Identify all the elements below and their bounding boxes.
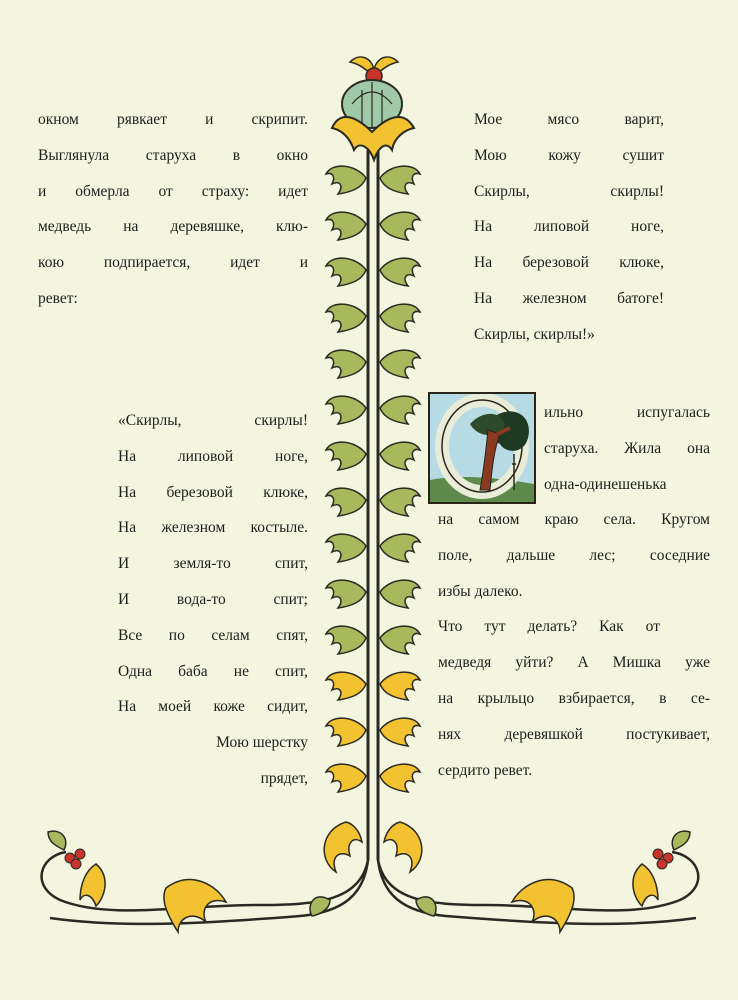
right-verse-block	[474, 102, 664, 353]
verse-line: Одна баба не спит,	[118, 662, 308, 680]
text-line: одна-одинешенька	[544, 475, 667, 493]
stem-leaf	[380, 764, 420, 792]
stem-leaf	[326, 534, 366, 562]
stem-leaf	[380, 580, 420, 608]
stem-leaves	[326, 166, 420, 792]
stem-leaf	[380, 718, 420, 746]
verse-line: прядет,	[260, 769, 308, 787]
stem-leaf	[326, 350, 366, 378]
text-line: Что тут делать? Как от	[438, 618, 660, 636]
stem-leaf	[326, 212, 366, 240]
text-line: сердито ревет.	[438, 761, 533, 779]
verse-line: На моей коже сидит,	[118, 698, 308, 716]
text-line: окном рявкает и скрипит.	[38, 111, 308, 128]
text-line: избы далеко.	[438, 582, 523, 600]
text-line: на крыльцо взбирается, в се-	[438, 689, 710, 707]
text-line: ильно испугалась	[544, 404, 710, 421]
verse-line: На липовой ноге,	[474, 218, 664, 236]
verse-line: На железном костыле.	[118, 519, 308, 537]
text-line: медведя уйти? А Мишка уже	[438, 654, 710, 672]
stem-leaf	[326, 580, 366, 608]
drop-cap-illustration	[428, 392, 536, 504]
verse-line: На березовой клюке,	[474, 254, 664, 272]
verse-line: И вода-то спит;	[118, 590, 308, 608]
text-line: старуха. Жила она	[544, 439, 710, 457]
text-line: на самом краю села. Кругом	[438, 511, 710, 528]
bottom-vine-ornament	[42, 852, 699, 924]
left-verse-block	[118, 403, 308, 797]
stem-leaf	[380, 488, 420, 516]
right-prose-initial-lines	[544, 395, 710, 502]
verse-line: Все по селам спят,	[118, 626, 308, 644]
stem-leaf	[380, 212, 420, 240]
verse-line: На железном батоге!	[474, 289, 664, 307]
verse-line: На березовой клюке,	[118, 483, 308, 501]
tree-letter-icon	[430, 394, 534, 502]
top-flower-icon	[332, 57, 414, 160]
verse-line: И земля-то спит,	[118, 555, 308, 573]
stem-leaf	[326, 672, 366, 700]
text-line: ревет:	[38, 289, 78, 307]
verse-line: Скирлы, скирлы!»	[474, 325, 595, 343]
stem-leaf	[326, 488, 366, 516]
text-line: медведь на деревяшке, клю-	[38, 218, 308, 236]
stem-leaf	[380, 166, 420, 194]
verse-line: На липовой ноге,	[118, 447, 308, 465]
stem-leaf	[326, 304, 366, 332]
verse-line: Скирлы, скирлы!	[474, 182, 664, 200]
verse-line: Мое мясо варит,	[474, 111, 664, 128]
right-prose-block	[438, 502, 710, 788]
stem-leaf	[380, 672, 420, 700]
stem-leaf	[380, 534, 420, 562]
stem-leaf	[326, 442, 366, 470]
stem-leaf	[326, 626, 366, 654]
text-line: нях деревяшкой постукивает,	[438, 725, 710, 743]
stem-leaf	[380, 626, 420, 654]
stem-leaf	[380, 442, 420, 470]
text-line: и обмерла от страху: идет	[38, 182, 308, 200]
stem-leaf	[326, 764, 366, 792]
stem-leaf	[326, 718, 366, 746]
stem-leaf	[326, 396, 366, 424]
stem-leaf	[380, 258, 420, 286]
left-prose-block	[38, 102, 308, 317]
text-line: поле, дальше лес; соседние	[438, 546, 710, 564]
verse-line: Мою шерстку	[216, 734, 308, 752]
stem-leaf	[326, 166, 366, 194]
verse-line: «Скирлы, скирлы!	[118, 412, 308, 429]
stem-leaf	[380, 304, 420, 332]
stem-leaf	[326, 258, 366, 286]
stem-leaf	[380, 396, 420, 424]
stem-leaf	[380, 350, 420, 378]
text-line: Выглянула старуха в окно	[38, 146, 308, 164]
text-line: кою подпирается, идет и	[38, 254, 308, 272]
verse-line: Мою кожу сушит	[474, 146, 664, 164]
